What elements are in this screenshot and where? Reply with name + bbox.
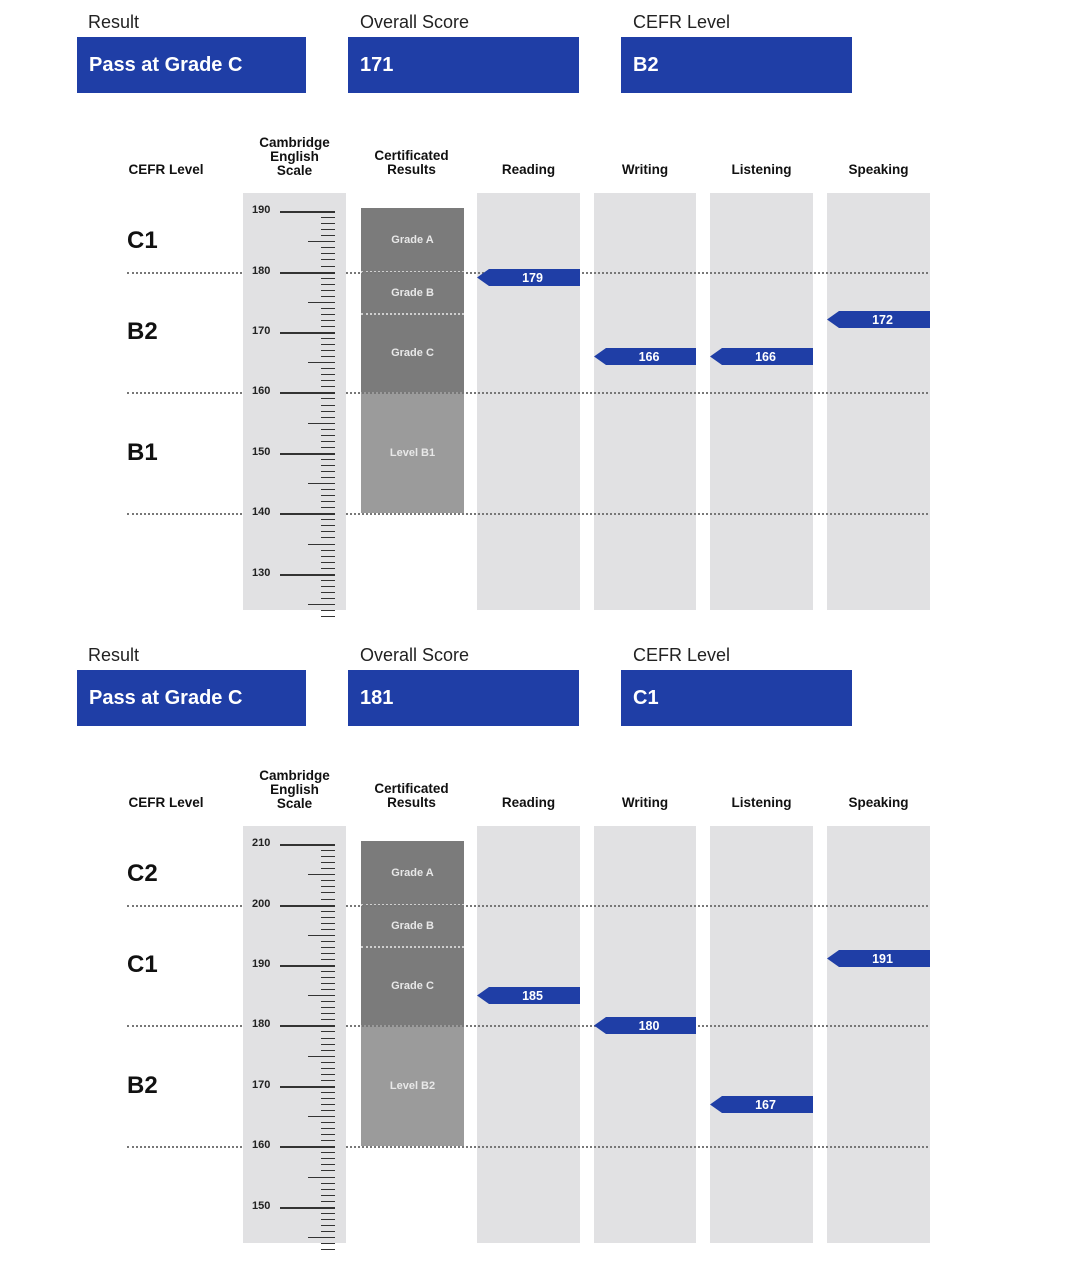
minor-tick <box>321 850 335 851</box>
cefr-boundary-line <box>346 905 928 907</box>
scale-tick-label: 210 <box>252 837 271 849</box>
score-flag-value: 180 <box>638 1018 660 1033</box>
minor-tick <box>321 886 335 887</box>
writing-column-header: Writing <box>621 162 669 177</box>
major-tick <box>280 1086 335 1088</box>
minor-tick <box>321 1201 335 1202</box>
minor-tick <box>321 356 335 357</box>
minor-tick <box>321 247 335 248</box>
minor-tick <box>321 386 335 387</box>
minor-tick <box>308 995 335 996</box>
cefr-band-label: C1 <box>127 227 158 254</box>
listening-panel <box>710 826 813 1243</box>
minor-tick <box>321 435 335 436</box>
minor-tick <box>321 320 335 321</box>
minor-tick <box>321 1098 335 1099</box>
minor-tick <box>308 241 335 242</box>
major-tick <box>280 513 335 515</box>
minor-tick <box>321 278 335 279</box>
minor-tick <box>321 495 335 496</box>
major-tick <box>280 574 335 576</box>
speaking-column-header: Speaking <box>848 162 909 177</box>
minor-tick <box>321 1001 335 1002</box>
minor-tick <box>321 253 335 254</box>
result-label: Result <box>88 12 140 32</box>
minor-tick <box>321 398 335 399</box>
score-flag-value: 185 <box>522 988 543 1003</box>
minor-tick <box>321 1195 335 1196</box>
cefr-column-header: CEFR Level <box>128 162 204 177</box>
cefr-band-label: C2 <box>127 860 158 887</box>
score-flag-listening <box>710 1096 813 1113</box>
major-tick <box>280 1207 335 1209</box>
certificated-grade-block: Level B2 <box>361 1025 464 1146</box>
minor-tick <box>321 592 335 593</box>
minor-tick <box>321 368 335 369</box>
overall-score-label: Overall Score <box>360 12 470 32</box>
cefr-boundary-line <box>127 392 242 394</box>
cefr-level-value: C1 <box>621 670 852 726</box>
grade-divider <box>361 313 464 315</box>
scale-tick-label: 150 <box>252 1200 271 1212</box>
minor-tick <box>308 604 335 605</box>
minor-tick <box>321 507 335 508</box>
major-tick <box>280 392 335 394</box>
minor-tick <box>321 947 335 948</box>
minor-tick <box>321 1062 335 1063</box>
speaking-panel <box>827 193 930 610</box>
minor-tick <box>321 477 335 478</box>
cefr-boundary-line <box>346 392 928 394</box>
minor-tick <box>321 911 335 912</box>
major-tick <box>280 332 335 334</box>
minor-tick <box>321 892 335 893</box>
minor-tick <box>321 465 335 466</box>
overall-score-value: 181 <box>348 670 579 726</box>
minor-tick <box>321 411 335 412</box>
score-flag-value: 179 <box>522 271 543 286</box>
minor-tick <box>321 235 335 236</box>
cefr-level-label: CEFR Level <box>633 12 731 32</box>
cefr-boundary-line <box>127 1146 242 1148</box>
minor-tick <box>321 338 335 339</box>
minor-tick <box>321 580 335 581</box>
minor-tick <box>321 284 335 285</box>
speaking-column-header: Speaking <box>848 795 909 810</box>
certificated-column-header: Certificated Results <box>374 781 449 810</box>
scale-column-header: Cambridge English Scale <box>259 768 330 811</box>
minor-tick <box>321 941 335 942</box>
score-flag-reading <box>477 987 580 1004</box>
result-label: Result <box>88 645 140 665</box>
minor-tick <box>321 1074 335 1075</box>
minor-tick <box>321 1170 335 1171</box>
reading-column-header: Reading <box>501 162 556 177</box>
score-flag-listening <box>710 348 813 365</box>
writing-column-header: Writing <box>621 795 669 810</box>
minor-tick <box>321 344 335 345</box>
minor-tick <box>321 1007 335 1008</box>
major-tick <box>280 272 335 274</box>
minor-tick <box>321 971 335 972</box>
minor-tick <box>321 953 335 954</box>
minor-tick <box>321 1068 335 1069</box>
minor-tick <box>321 525 335 526</box>
scale-tick-label: 190 <box>252 204 271 216</box>
minor-tick <box>321 562 335 563</box>
minor-tick <box>321 1044 335 1045</box>
minor-tick <box>321 556 335 557</box>
minor-tick <box>321 1128 335 1129</box>
minor-tick <box>321 1243 335 1244</box>
minor-tick <box>308 1237 335 1238</box>
minor-tick <box>321 1152 335 1153</box>
certificated-column-header: Certificated Results <box>374 148 449 177</box>
minor-tick <box>308 935 335 936</box>
minor-tick <box>321 266 335 267</box>
minor-tick <box>321 959 335 960</box>
minor-tick <box>321 610 335 611</box>
cefr-boundary-line <box>346 1146 928 1148</box>
minor-tick <box>321 598 335 599</box>
minor-tick <box>321 1019 335 1020</box>
scale-tick-label: 170 <box>252 1079 271 1091</box>
minor-tick <box>321 1110 335 1111</box>
minor-tick <box>321 417 335 418</box>
minor-tick <box>321 441 335 442</box>
minor-tick <box>321 1249 335 1250</box>
scale-tick-label: 180 <box>252 1018 271 1030</box>
minor-tick <box>321 459 335 460</box>
minor-tick <box>321 1134 335 1135</box>
cefr-band-label: C1 <box>127 951 158 978</box>
minor-tick <box>321 314 335 315</box>
cefr-boundary-line <box>127 905 242 907</box>
certificated-grade-block: Grade C <box>361 314 464 393</box>
minor-tick <box>321 1183 335 1184</box>
minor-tick <box>321 1038 335 1039</box>
minor-tick <box>321 899 335 900</box>
minor-tick <box>321 880 335 881</box>
minor-tick <box>321 1122 335 1123</box>
minor-tick <box>321 1092 335 1093</box>
reading-panel <box>477 193 580 610</box>
listening-column-header: Listening <box>731 162 792 177</box>
scale-tick-label: 130 <box>252 567 271 579</box>
major-tick <box>280 905 335 907</box>
minor-tick <box>321 1013 335 1014</box>
cefr-boundary-line <box>346 513 928 515</box>
major-tick <box>280 844 335 846</box>
minor-tick <box>308 302 335 303</box>
cefr-level-label: CEFR Level <box>633 645 731 665</box>
score-flag-value: 172 <box>872 313 893 328</box>
minor-tick <box>321 290 335 291</box>
minor-tick <box>308 1177 335 1178</box>
minor-tick <box>321 616 335 617</box>
minor-tick <box>321 1140 335 1141</box>
minor-tick <box>321 326 335 327</box>
score-flag-value: 166 <box>638 349 660 364</box>
minor-tick <box>321 862 335 863</box>
major-tick <box>280 211 335 213</box>
minor-tick <box>321 1104 335 1105</box>
minor-tick <box>321 380 335 381</box>
result-value: Pass at Grade C <box>77 670 306 726</box>
cefr-boundary-line <box>127 272 242 274</box>
minor-tick <box>321 1031 335 1032</box>
cefr-band-label: B2 <box>127 318 158 345</box>
speaking-panel <box>827 826 930 1243</box>
cefr-boundary-line <box>346 272 928 274</box>
minor-tick <box>321 296 335 297</box>
minor-tick <box>321 989 335 990</box>
certificated-grade-block: Grade B <box>361 905 464 947</box>
certificated-grade-block: Grade C <box>361 947 464 1026</box>
minor-tick <box>321 374 335 375</box>
minor-tick <box>321 350 335 351</box>
score-flag-speaking <box>827 311 930 328</box>
minor-tick <box>308 1056 335 1057</box>
minor-tick <box>321 929 335 930</box>
score-flag-writing <box>594 348 696 365</box>
major-tick <box>280 1025 335 1027</box>
score-report-2 <box>0 633 1079 1266</box>
scale-tick-label: 190 <box>252 958 271 970</box>
scale-tick-label: 160 <box>252 385 271 397</box>
minor-tick <box>321 586 335 587</box>
minor-tick <box>321 537 335 538</box>
listening-panel <box>710 193 813 610</box>
minor-tick <box>321 1080 335 1081</box>
minor-tick <box>321 1213 335 1214</box>
minor-tick <box>321 1164 335 1165</box>
minor-tick <box>308 362 335 363</box>
minor-tick <box>321 519 335 520</box>
certificated-grade-block: Grade B <box>361 272 464 314</box>
minor-tick <box>321 1225 335 1226</box>
cefr-band-label: B1 <box>127 439 158 466</box>
minor-tick <box>321 977 335 978</box>
scale-tick-label: 160 <box>252 1139 271 1151</box>
minor-tick <box>321 259 335 260</box>
scale-tick-label: 170 <box>252 325 271 337</box>
minor-tick <box>321 1231 335 1232</box>
score-report-1 <box>0 0 1079 633</box>
scale-tick-label: 150 <box>252 446 271 458</box>
score-flag-value: 167 <box>755 1097 776 1112</box>
scale-panel <box>243 826 346 1243</box>
minor-tick <box>321 856 335 857</box>
minor-tick <box>321 1050 335 1051</box>
certificated-grade-block: Grade A <box>361 208 464 271</box>
minor-tick <box>308 544 335 545</box>
minor-tick <box>308 483 335 484</box>
minor-tick <box>321 917 335 918</box>
score-flag-reading <box>477 269 580 286</box>
minor-tick <box>321 923 335 924</box>
scale-tick-label: 140 <box>252 506 271 518</box>
major-tick <box>280 1146 335 1148</box>
minor-tick <box>321 447 335 448</box>
cefr-boundary-line <box>127 1025 242 1027</box>
scale-tick-label: 200 <box>252 898 271 910</box>
cefr-level-value: B2 <box>621 37 852 93</box>
score-flag-speaking <box>827 950 930 967</box>
minor-tick <box>308 874 335 875</box>
minor-tick <box>321 308 335 309</box>
minor-tick <box>321 550 335 551</box>
reading-column-header: Reading <box>501 795 556 810</box>
minor-tick <box>321 1158 335 1159</box>
reading-panel <box>477 826 580 1243</box>
minor-tick <box>321 223 335 224</box>
cefr-boundary-line <box>127 513 242 515</box>
major-tick <box>280 965 335 967</box>
minor-tick <box>321 217 335 218</box>
scale-column-header: Cambridge English Scale <box>259 135 330 178</box>
minor-tick <box>321 471 335 472</box>
minor-tick <box>308 423 335 424</box>
writing-panel <box>594 193 696 610</box>
minor-tick <box>321 531 335 532</box>
score-flag-writing <box>594 1017 696 1034</box>
overall-score-value: 171 <box>348 37 579 93</box>
result-value: Pass at Grade C <box>77 37 306 93</box>
minor-tick <box>321 405 335 406</box>
grade-divider <box>361 946 464 948</box>
minor-tick <box>321 1219 335 1220</box>
minor-tick <box>308 1116 335 1117</box>
certificated-grade-block: Grade A <box>361 841 464 904</box>
score-flag-value: 166 <box>755 349 776 364</box>
cefr-column-header: CEFR Level <box>128 795 204 810</box>
minor-tick <box>321 501 335 502</box>
minor-tick <box>321 489 335 490</box>
listening-column-header: Listening <box>731 795 792 810</box>
scale-tick-label: 180 <box>252 265 271 277</box>
minor-tick <box>321 868 335 869</box>
writing-panel <box>594 826 696 1243</box>
minor-tick <box>321 983 335 984</box>
cefr-band-label: B2 <box>127 1072 158 1099</box>
scale-panel <box>243 193 346 610</box>
minor-tick <box>321 429 335 430</box>
major-tick <box>280 453 335 455</box>
minor-tick <box>321 229 335 230</box>
overall-score-label: Overall Score <box>360 645 470 665</box>
score-flag-value: 191 <box>872 952 893 967</box>
minor-tick <box>321 568 335 569</box>
certificated-grade-block: Level B1 <box>361 392 464 513</box>
minor-tick <box>321 1189 335 1190</box>
